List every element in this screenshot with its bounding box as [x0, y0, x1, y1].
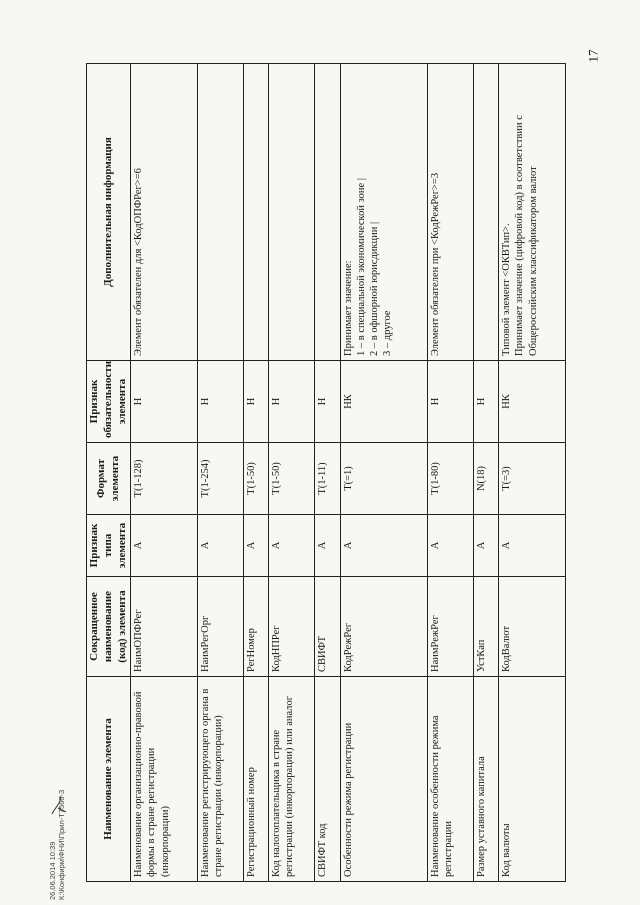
cell-code: НаимРегОрг: [197, 577, 243, 677]
table-row: [131, 64, 198, 882]
cell-info: [197, 64, 243, 361]
cell-type: А: [315, 515, 340, 577]
cell-code: РегНомер: [243, 577, 268, 677]
cell-code: КодВалют: [499, 577, 566, 677]
footer-path: К:\Конфирм\ФНИ\Прил-Т7566-3: [57, 789, 66, 900]
header-type: Признак типа элемента: [87, 515, 131, 577]
header-mandatory: Признак обязательности элемента: [87, 361, 131, 443]
table-row: [473, 64, 498, 882]
table-row: [499, 64, 566, 882]
cell-type: А: [269, 515, 315, 577]
elements-table: [86, 63, 566, 882]
cell-mandatory: Н: [131, 361, 198, 443]
cell-format: T(1-50): [269, 443, 315, 515]
page-number: 17: [585, 49, 601, 63]
cell-info: Элемент обязателен при <КодРежРег>=3: [427, 64, 473, 361]
cell-name: Код валюты: [499, 677, 566, 882]
cell-mandatory: Н: [315, 361, 340, 443]
footer-stamp: [48, 740, 88, 900]
table-row: [197, 64, 243, 882]
cell-mandatory: НК: [340, 361, 427, 443]
cell-info: Элемент обязателен для <КодОПФРег>=6: [131, 64, 198, 361]
cell-name: Наименование организационно-правовой формы в стране регистрации (инкорпорации): [131, 677, 198, 882]
cell-type: А: [499, 515, 566, 577]
cell-name: Размер уставного капитала: [473, 677, 498, 882]
cell-info: Принимает значение: 1 – в специальной экономической зоне | 2 – в офшорной юрисдикции | 3 – другое: [340, 64, 427, 361]
cell-code: УстКап: [473, 577, 498, 677]
table-row: [243, 64, 268, 882]
header-name: Наименование элемента: [87, 677, 131, 882]
cell-format: N(18): [473, 443, 498, 515]
table-container: [86, 64, 566, 882]
header-info: Дополнительная информация: [87, 64, 131, 361]
cell-format: T(1-50): [243, 443, 268, 515]
cell-format: T(1-254): [197, 443, 243, 515]
cell-type: А: [197, 515, 243, 577]
cell-format: T(=3): [499, 443, 566, 515]
table-row: [269, 64, 315, 882]
table-body: [131, 64, 566, 882]
cell-name: Регистрационный номер: [243, 677, 268, 882]
cell-info: Типовой элемент <ОКВТип>. Принимает значение (цифровой код) в соответствии с Общероссийским классификатором валют: [499, 64, 566, 361]
table-row: [340, 64, 427, 882]
cell-info: [473, 64, 498, 361]
cell-name: Код налогоплательщика в стране регистрации (инкорпорации) или аналог: [269, 677, 315, 882]
cell-format: T(1-80): [427, 443, 473, 515]
cell-code: НаимОПФРег: [131, 577, 198, 677]
signature-mark: [48, 792, 72, 820]
footer-date: 26.06.2014 10:39: [48, 841, 57, 900]
cell-info: [269, 64, 315, 361]
cell-format: T(1-128): [131, 443, 198, 515]
cell-info: [315, 64, 340, 361]
cell-mandatory: Н: [473, 361, 498, 443]
cell-mandatory: Н: [269, 361, 315, 443]
cell-code: КодНПРег: [269, 577, 315, 677]
table-row: [315, 64, 340, 882]
table-header-row: [87, 64, 131, 882]
cell-type: А: [243, 515, 268, 577]
cell-mandatory: НК: [499, 361, 566, 443]
header-code: Сокращенное наименование (код) элемента: [87, 577, 131, 677]
cell-name: Наименование особенности режима регистрации: [427, 677, 473, 882]
cell-mandatory: Н: [197, 361, 243, 443]
cell-code: НаимРежРег: [427, 577, 473, 677]
cell-code: СВИФТ: [315, 577, 340, 677]
cell-info: [243, 64, 268, 361]
cell-type: А: [473, 515, 498, 577]
cell-format: T(=1): [340, 443, 427, 515]
cell-type: А: [340, 515, 427, 577]
cell-name: СВИФТ код: [315, 677, 340, 882]
cell-type: А: [427, 515, 473, 577]
table-row: [427, 64, 473, 882]
cell-code: КодРежРег: [340, 577, 427, 677]
header-format: Формат элемента: [87, 443, 131, 515]
cell-name: Особенности режима регистрации: [340, 677, 427, 882]
cell-type: А: [131, 515, 198, 577]
cell-mandatory: Н: [243, 361, 268, 443]
cell-mandatory: Н: [427, 361, 473, 443]
cell-format: T(1-11): [315, 443, 340, 515]
cell-name: Наименование регистрирующего органа в стране регистрации (инкорпорации): [197, 677, 243, 882]
